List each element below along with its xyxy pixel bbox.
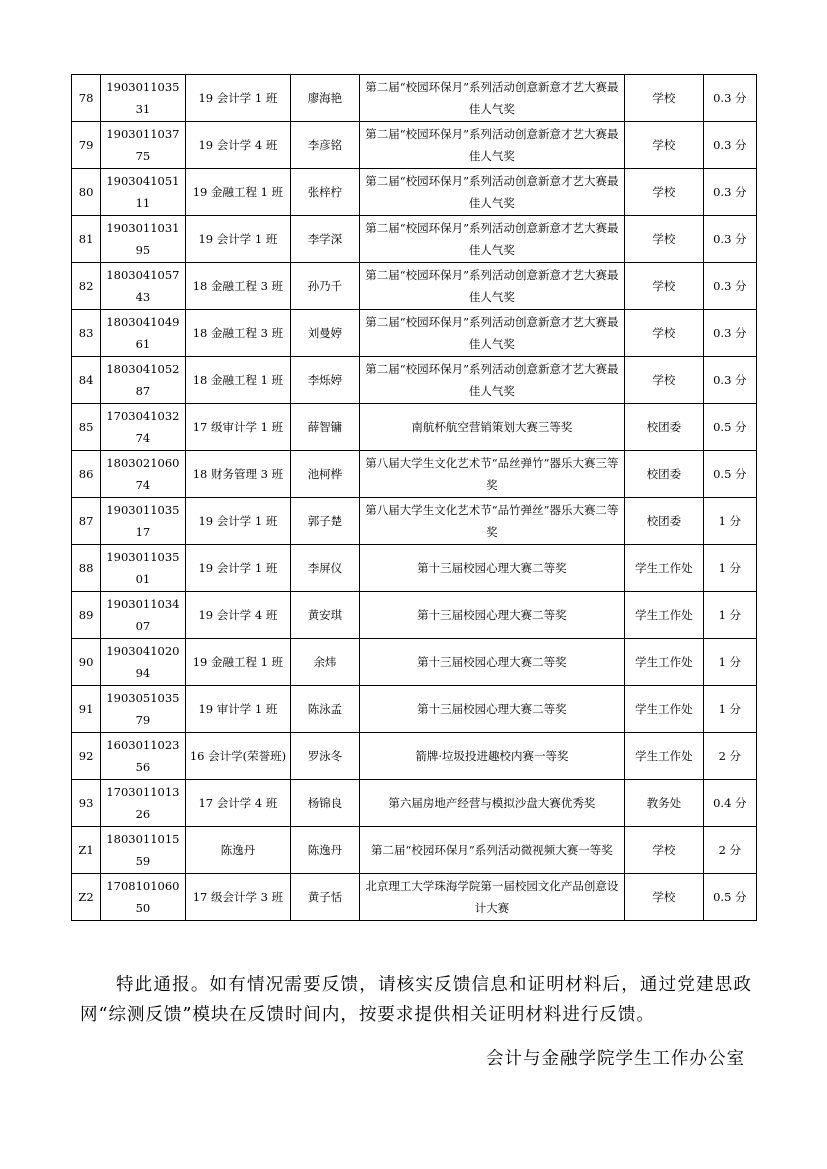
award-name-cell: 第二届“校园环保月”系列活动创意新意才艺大赛最佳人气奖 (359, 216, 625, 263)
issuing-org-cell: 校团委 (625, 404, 703, 451)
student-id-cell: 190301103531 (101, 75, 185, 122)
issuing-org-cell: 学生工作处 (625, 686, 703, 733)
award-name-cell: 第二届“校园环保月”系列活动创意新意才艺大赛最佳人气奖 (359, 75, 625, 122)
row-number-cell: 88 (72, 545, 101, 592)
score-cell: 1 分 (703, 592, 756, 639)
row-number-cell: 85 (72, 404, 101, 451)
class-name-cell: 19 会计学 1 班 (185, 545, 291, 592)
student-id-cell: 190301103195 (101, 216, 185, 263)
student-name-cell: 罗泳冬 (291, 733, 359, 780)
student-name-cell: 刘曼婷 (291, 310, 359, 357)
issuing-org-cell: 校团委 (625, 498, 703, 545)
student-id-cell: 190301103775 (101, 122, 185, 169)
score-cell: 0.5 分 (703, 451, 756, 498)
student-id-cell: 190301103501 (101, 545, 185, 592)
score-cell: 0.3 分 (703, 169, 756, 216)
award-name-cell: 北京理工大学珠海学院第一届校园文化产品创意设计大赛 (359, 874, 625, 921)
student-name-cell: 郭子楚 (291, 498, 359, 545)
award-name-cell: 第八届大学生文化艺术节“品竹弹丝”器乐大赛二等奖 (359, 498, 625, 545)
score-cell: 2 分 (703, 827, 756, 874)
row-number-cell: Z2 (72, 874, 101, 921)
class-name-cell: 19 会计学 1 班 (185, 216, 291, 263)
class-name-cell: 17 会计学 4 班 (185, 780, 291, 827)
student-name-cell: 余炜 (291, 639, 359, 686)
score-cell: 0.4 分 (703, 780, 756, 827)
student-name-cell: 廖海艳 (291, 75, 359, 122)
row-number-cell: 83 (72, 310, 101, 357)
student-id-cell: 160301102356 (101, 733, 185, 780)
row-number-cell: Z1 (72, 827, 101, 874)
row-number-cell: 89 (72, 592, 101, 639)
class-name-cell: 19 审计学 1 班 (185, 686, 291, 733)
row-number-cell: 91 (72, 686, 101, 733)
score-cell: 1 分 (703, 686, 756, 733)
score-cell: 0.3 分 (703, 357, 756, 404)
student-name-cell: 黄安琪 (291, 592, 359, 639)
award-name-cell: 第二届“校园环保月”系列活动创意新意才艺大赛最佳人气奖 (359, 357, 625, 404)
student-id-cell: 190304102094 (101, 639, 185, 686)
student-id-cell: 190301103407 (101, 592, 185, 639)
table-row (72, 592, 757, 639)
award-name-cell: 第十三届校园心理大赛二等奖 (359, 639, 625, 686)
awards-table (71, 74, 757, 921)
score-cell: 0.5 分 (703, 874, 756, 921)
row-number-cell: 86 (72, 451, 101, 498)
class-name-cell: 18 金融工程 3 班 (185, 263, 291, 310)
award-name-cell: 南航杯航空营销策划大赛三等奖 (359, 404, 625, 451)
student-id-cell: 180301101559 (101, 827, 185, 874)
award-name-cell: 第二届“校园环保月”系列活动创意新意才艺大赛最佳人气奖 (359, 169, 625, 216)
table-row (72, 122, 757, 169)
row-number-cell: 78 (72, 75, 101, 122)
class-name-cell: 19 会计学 4 班 (185, 122, 291, 169)
score-cell: 1 分 (703, 545, 756, 592)
student-name-cell: 池柯桦 (291, 451, 359, 498)
table-row (72, 216, 757, 263)
issuing-org-cell: 学校 (625, 874, 703, 921)
award-name-cell: 箭牌·垃圾投进趣校内赛一等奖 (359, 733, 625, 780)
score-cell: 2 分 (703, 733, 756, 780)
student-name-cell: 孙乃千 (291, 263, 359, 310)
awards-table-body (72, 75, 757, 921)
student-name-cell: 李屏仪 (291, 545, 359, 592)
class-name-cell: 19 会计学 1 班 (185, 498, 291, 545)
student-id-cell: 190305103579 (101, 686, 185, 733)
class-name-cell: 19 金融工程 1 班 (185, 639, 291, 686)
row-number-cell: 80 (72, 169, 101, 216)
table-row (72, 404, 757, 451)
row-number-cell: 90 (72, 639, 101, 686)
student-id-cell: 180304104961 (101, 310, 185, 357)
score-cell: 1 分 (703, 498, 756, 545)
student-id-cell: 190304105111 (101, 169, 185, 216)
student-name-cell: 陈逸丹 (291, 827, 359, 874)
student-id-cell: 190301103517 (101, 498, 185, 545)
award-name-cell: 第八届大学生文化艺术节“品丝弹竹”器乐大赛三等奖 (359, 451, 625, 498)
table-row (72, 639, 757, 686)
award-name-cell: 第二届“校园环保月”系列活动创意新意才艺大赛最佳人气奖 (359, 122, 625, 169)
row-number-cell: 79 (72, 122, 101, 169)
student-id-cell: 180302106074 (101, 451, 185, 498)
award-name-cell: 第二届“校园环保月”系列活动创意新意才艺大赛最佳人气奖 (359, 310, 625, 357)
class-name-cell: 19 会计学 4 班 (185, 592, 291, 639)
class-name-cell: 陈逸丹 (185, 827, 291, 874)
student-name-cell: 黄子恬 (291, 874, 359, 921)
signature-office: 会计与金融学院学生工作办公室 (486, 1049, 745, 1069)
table-row (72, 780, 757, 827)
table-row (72, 545, 757, 592)
score-cell: 0.3 分 (703, 75, 756, 122)
row-number-cell: 92 (72, 733, 101, 780)
award-name-cell: 第二届“校园环保月”系列活动微视频大赛一等奖 (359, 827, 625, 874)
student-name-cell: 李学深 (291, 216, 359, 263)
class-name-cell: 19 会计学 1 班 (185, 75, 291, 122)
student-id-cell: 180304105287 (101, 357, 185, 404)
score-cell: 0.3 分 (703, 263, 756, 310)
student-name-cell: 李彦铭 (291, 122, 359, 169)
table-row (72, 451, 757, 498)
class-name-cell: 16 会计学(荣誉班) (185, 733, 291, 780)
issuing-org-cell: 学生工作处 (625, 733, 703, 780)
issuing-org-cell: 学校 (625, 75, 703, 122)
row-number-cell: 87 (72, 498, 101, 545)
class-name-cell: 17 级会计学 3 班 (185, 874, 291, 921)
table-row (72, 310, 757, 357)
issuing-org-cell: 教务处 (625, 780, 703, 827)
table-row (72, 498, 757, 545)
issuing-org-cell: 校团委 (625, 451, 703, 498)
student-name-cell: 薛智镛 (291, 404, 359, 451)
class-name-cell: 18 财务管理 3 班 (185, 451, 291, 498)
issuing-org-cell: 学校 (625, 263, 703, 310)
student-name-cell: 杨锦良 (291, 780, 359, 827)
issuing-org-cell: 学生工作处 (625, 545, 703, 592)
issuing-org-cell: 学校 (625, 357, 703, 404)
row-number-cell: 93 (72, 780, 101, 827)
issuing-org-cell: 学校 (625, 216, 703, 263)
table-row (72, 686, 757, 733)
award-name-cell: 第十三届校园心理大赛二等奖 (359, 592, 625, 639)
issuing-org-cell: 学生工作处 (625, 639, 703, 686)
class-name-cell: 18 金融工程 3 班 (185, 310, 291, 357)
student-id-cell: 180304105743 (101, 263, 185, 310)
issuing-org-cell: 学校 (625, 122, 703, 169)
row-number-cell: 84 (72, 357, 101, 404)
table-row (72, 357, 757, 404)
issuing-org-cell: 学校 (625, 310, 703, 357)
student-name-cell: 陈泳孟 (291, 686, 359, 733)
student-id-cell: 170301101326 (101, 780, 185, 827)
class-name-cell: 17 级审计学 1 班 (185, 404, 291, 451)
table-row (72, 733, 757, 780)
issuing-org-cell: 学生工作处 (625, 592, 703, 639)
class-name-cell: 18 金融工程 1 班 (185, 357, 291, 404)
notice-paragraph: 特此通报。如有情况需要反馈，请核实反馈信息和证明材料后，通过党建思政网“综测反馈”模块在反馈时间内，按要求提供相关证明材料进行反馈。 (80, 974, 752, 1025)
table-row (72, 827, 757, 874)
table-row (72, 874, 757, 921)
student-name-cell: 李烁婷 (291, 357, 359, 404)
score-cell: 0.3 分 (703, 122, 756, 169)
table-row (72, 75, 757, 122)
score-cell: 0.3 分 (703, 216, 756, 263)
award-name-cell: 第二届“校园环保月”系列活动创意新意才艺大赛最佳人气奖 (359, 263, 625, 310)
row-number-cell: 81 (72, 216, 101, 263)
table-row (72, 169, 757, 216)
student-id-cell: 170810106050 (101, 874, 185, 921)
score-cell: 0.5 分 (703, 404, 756, 451)
student-name-cell: 张梓柠 (291, 169, 359, 216)
award-name-cell: 第六届房地产经营与模拟沙盘大赛优秀奖 (359, 780, 625, 827)
class-name-cell: 19 金融工程 1 班 (185, 169, 291, 216)
student-id-cell: 170304103274 (101, 404, 185, 451)
row-number-cell: 82 (72, 263, 101, 310)
score-cell: 1 分 (703, 639, 756, 686)
score-cell: 0.3 分 (703, 310, 756, 357)
issuing-org-cell: 学校 (625, 169, 703, 216)
issuing-org-cell: 学校 (625, 827, 703, 874)
award-name-cell: 第十三届校园心理大赛二等奖 (359, 545, 625, 592)
award-name-cell: 第十三届校园心理大赛二等奖 (359, 686, 625, 733)
table-row (72, 263, 757, 310)
